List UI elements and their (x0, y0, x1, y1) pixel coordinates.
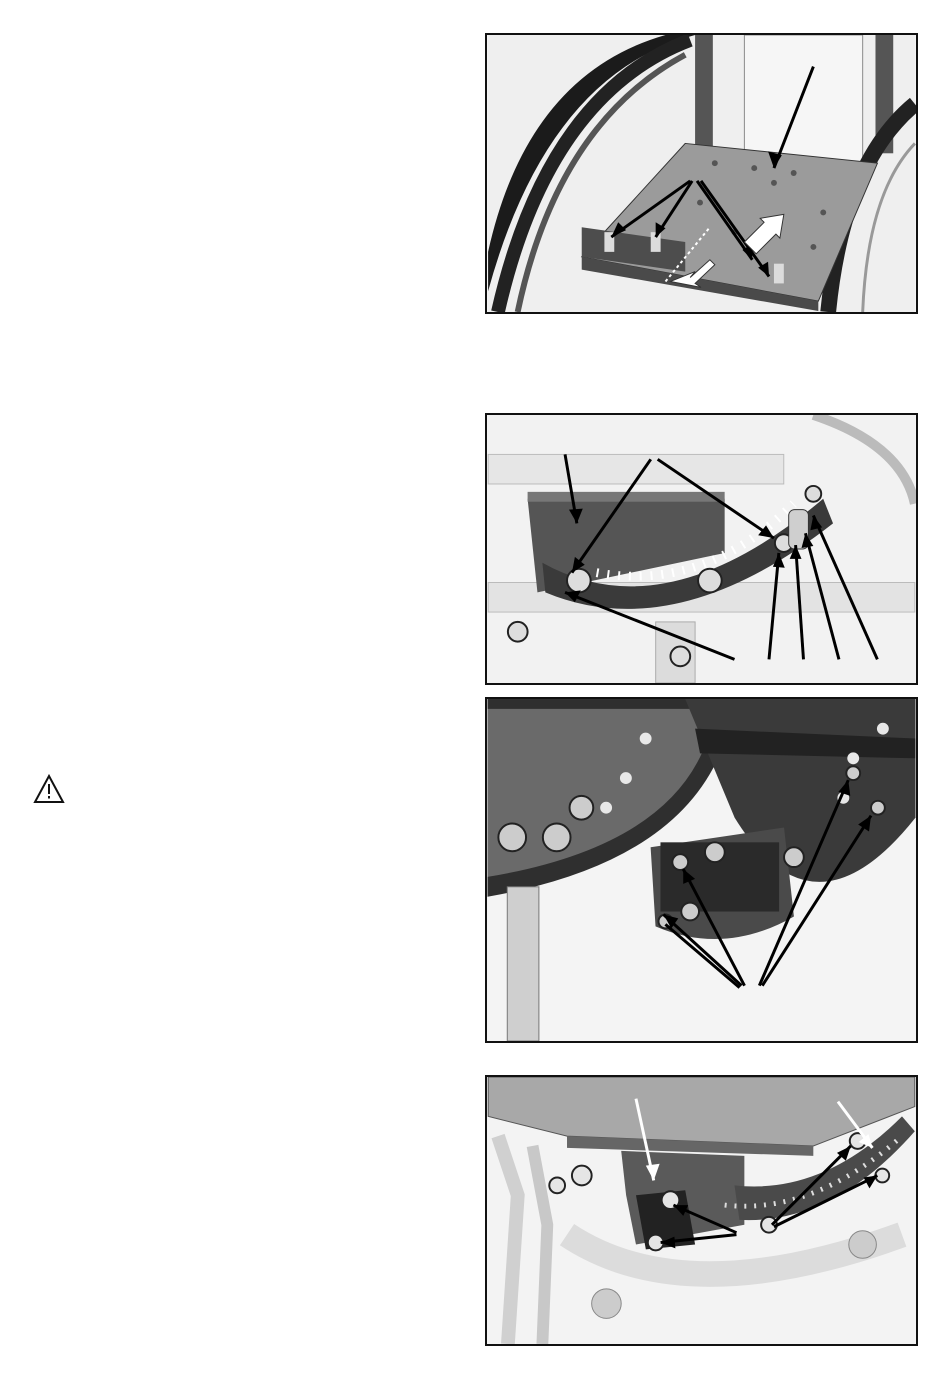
frame-bracket-illustration (487, 1077, 916, 1344)
figure-seat-plate (485, 33, 918, 314)
figure-angle-bracket (485, 413, 918, 685)
seat-plate-illustration (487, 35, 916, 312)
angle-bracket-illustration (487, 415, 916, 683)
figure-frame-bracket (485, 1075, 918, 1346)
warning-triangle-icon (33, 774, 65, 804)
underside-assembly-illustration (487, 699, 916, 1041)
figure-underside-assembly (485, 697, 918, 1043)
